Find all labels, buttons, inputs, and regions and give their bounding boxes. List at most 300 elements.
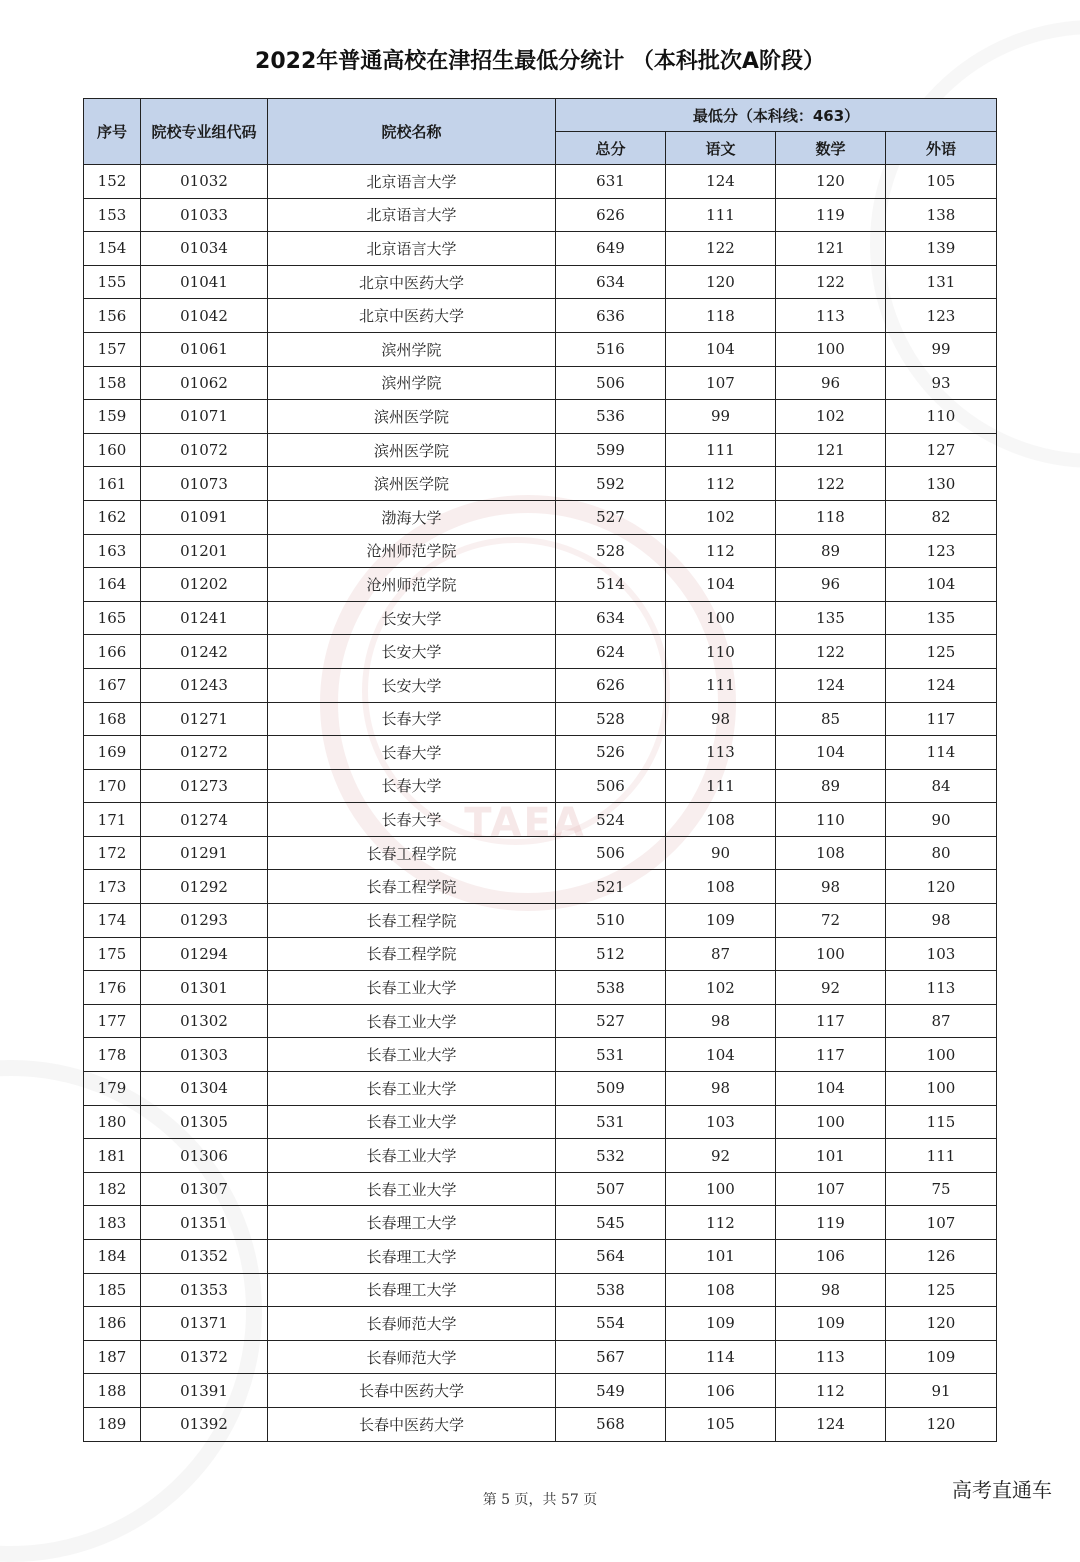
cell-chinese: 108 xyxy=(666,1273,776,1307)
cell-chinese: 98 xyxy=(666,1072,776,1106)
cell-seq: 187 xyxy=(84,1340,141,1374)
cell-chinese: 101 xyxy=(666,1240,776,1274)
cell-chinese: 98 xyxy=(666,1004,776,1038)
cell-foreign: 104 xyxy=(886,568,997,602)
cell-code: 01062 xyxy=(141,366,268,400)
cell-math: 98 xyxy=(776,870,886,904)
cell-code: 01352 xyxy=(141,1240,268,1274)
cell-total: 506 xyxy=(556,769,666,803)
cell-total: 564 xyxy=(556,1240,666,1274)
cell-foreign: 139 xyxy=(886,232,997,266)
cell-foreign: 100 xyxy=(886,1072,997,1106)
cell-code: 01304 xyxy=(141,1072,268,1106)
cell-seq: 159 xyxy=(84,400,141,434)
cell-code: 01306 xyxy=(141,1139,268,1173)
cell-total: 592 xyxy=(556,467,666,501)
cell-foreign: 87 xyxy=(886,1004,997,1038)
cell-name: 长春大学 xyxy=(268,803,556,837)
cell-foreign: 109 xyxy=(886,1340,997,1374)
cell-seq: 155 xyxy=(84,265,141,299)
table-row xyxy=(84,165,997,199)
cell-name: 长安大学 xyxy=(268,668,556,702)
table-row xyxy=(84,534,997,568)
cell-chinese: 87 xyxy=(666,937,776,971)
table-row xyxy=(84,299,997,333)
cell-name: 长春工业大学 xyxy=(268,1004,556,1038)
cell-math: 122 xyxy=(776,467,886,501)
cell-code: 01033 xyxy=(141,198,268,232)
cell-name: 长春工业大学 xyxy=(268,971,556,1005)
cell-name: 长春大学 xyxy=(268,769,556,803)
cell-seq: 166 xyxy=(84,635,141,669)
cell-math: 122 xyxy=(776,635,886,669)
cell-chinese: 100 xyxy=(666,1172,776,1206)
cell-name: 沧州师范学院 xyxy=(268,568,556,602)
cell-name: 北京语言大学 xyxy=(268,165,556,199)
cell-math: 100 xyxy=(776,332,886,366)
cell-seq: 154 xyxy=(84,232,141,266)
table-row xyxy=(84,433,997,467)
cell-code: 01241 xyxy=(141,601,268,635)
cell-code: 01392 xyxy=(141,1407,268,1441)
cell-seq: 167 xyxy=(84,668,141,702)
cell-chinese: 109 xyxy=(666,1307,776,1341)
cell-math: 121 xyxy=(776,433,886,467)
cell-code: 01201 xyxy=(141,534,268,568)
table-row xyxy=(84,601,997,635)
cell-seq: 183 xyxy=(84,1206,141,1240)
cell-total: 624 xyxy=(556,635,666,669)
cell-chinese: 104 xyxy=(666,332,776,366)
cell-math: 101 xyxy=(776,1139,886,1173)
header-code: 院校专业组代码 xyxy=(141,99,268,165)
cell-code: 01042 xyxy=(141,299,268,333)
cell-math: 106 xyxy=(776,1240,886,1274)
cell-code: 01371 xyxy=(141,1307,268,1341)
cell-name: 长春中医药大学 xyxy=(268,1407,556,1441)
cell-chinese: 103 xyxy=(666,1105,776,1139)
cell-name: 长安大学 xyxy=(268,601,556,635)
cell-math: 135 xyxy=(776,601,886,635)
cell-chinese: 99 xyxy=(666,400,776,434)
cell-code: 01303 xyxy=(141,1038,268,1072)
cell-chinese: 120 xyxy=(666,265,776,299)
cell-code: 01294 xyxy=(141,937,268,971)
cell-math: 100 xyxy=(776,937,886,971)
cell-math: 96 xyxy=(776,568,886,602)
cell-code: 01302 xyxy=(141,1004,268,1038)
cell-total: 636 xyxy=(556,299,666,333)
header-total: 总分 xyxy=(556,132,666,165)
cell-total: 528 xyxy=(556,702,666,736)
table-row xyxy=(84,265,997,299)
cell-math: 109 xyxy=(776,1307,886,1341)
cell-foreign: 80 xyxy=(886,836,997,870)
table-row xyxy=(84,1172,997,1206)
table-row xyxy=(84,1105,997,1139)
cell-code: 01351 xyxy=(141,1206,268,1240)
cell-foreign: 114 xyxy=(886,736,997,770)
cell-seq: 171 xyxy=(84,803,141,837)
cell-math: 89 xyxy=(776,769,886,803)
cell-seq: 174 xyxy=(84,904,141,938)
cell-seq: 172 xyxy=(84,836,141,870)
cell-total: 524 xyxy=(556,803,666,837)
cell-chinese: 102 xyxy=(666,971,776,1005)
cell-total: 506 xyxy=(556,836,666,870)
cell-code: 01301 xyxy=(141,971,268,1005)
cell-foreign: 123 xyxy=(886,299,997,333)
cell-code: 01071 xyxy=(141,400,268,434)
cell-chinese: 111 xyxy=(666,668,776,702)
cell-code: 01274 xyxy=(141,803,268,837)
cell-total: 527 xyxy=(556,1004,666,1038)
cell-code: 01073 xyxy=(141,467,268,501)
table-row xyxy=(84,366,997,400)
cell-math: 104 xyxy=(776,736,886,770)
cell-seq: 185 xyxy=(84,1273,141,1307)
table-row xyxy=(84,668,997,702)
cell-foreign: 100 xyxy=(886,1038,997,1072)
cell-chinese: 90 xyxy=(666,836,776,870)
cell-code: 01391 xyxy=(141,1374,268,1408)
cell-foreign: 125 xyxy=(886,1273,997,1307)
cell-total: 634 xyxy=(556,601,666,635)
cell-code: 01372 xyxy=(141,1340,268,1374)
cell-chinese: 108 xyxy=(666,803,776,837)
table-row xyxy=(84,904,997,938)
cell-total: 626 xyxy=(556,668,666,702)
watermark-text: TAEA xyxy=(464,800,586,846)
cell-chinese: 112 xyxy=(666,1206,776,1240)
table-row xyxy=(84,1240,997,1274)
cell-foreign: 130 xyxy=(886,467,997,501)
cell-total: 510 xyxy=(556,904,666,938)
cell-name: 沧州师范学院 xyxy=(268,534,556,568)
cell-foreign: 117 xyxy=(886,702,997,736)
cell-math: 119 xyxy=(776,198,886,232)
cell-chinese: 113 xyxy=(666,736,776,770)
cell-name: 长春工业大学 xyxy=(268,1105,556,1139)
cell-math: 107 xyxy=(776,1172,886,1206)
cell-chinese: 102 xyxy=(666,500,776,534)
cell-math: 122 xyxy=(776,265,886,299)
cell-foreign: 107 xyxy=(886,1206,997,1240)
cell-chinese: 112 xyxy=(666,467,776,501)
cell-seq: 188 xyxy=(84,1374,141,1408)
cell-foreign: 82 xyxy=(886,500,997,534)
cell-name: 长春师范大学 xyxy=(268,1340,556,1374)
cell-name: 长春工业大学 xyxy=(268,1172,556,1206)
cell-total: 528 xyxy=(556,534,666,568)
header-seq: 序号 xyxy=(84,99,141,165)
cell-chinese: 92 xyxy=(666,1139,776,1173)
cell-seq: 170 xyxy=(84,769,141,803)
cell-name: 长春师范大学 xyxy=(268,1307,556,1341)
cell-chinese: 108 xyxy=(666,870,776,904)
header-foreign: 外语 xyxy=(886,132,997,165)
table-row xyxy=(84,1004,997,1038)
cell-total: 649 xyxy=(556,232,666,266)
cell-name: 长春工业大学 xyxy=(268,1072,556,1106)
cell-seq: 177 xyxy=(84,1004,141,1038)
cell-name: 北京中医药大学 xyxy=(268,265,556,299)
cell-math: 113 xyxy=(776,299,886,333)
cell-name: 渤海大学 xyxy=(268,500,556,534)
cell-foreign: 99 xyxy=(886,332,997,366)
cell-total: 545 xyxy=(556,1206,666,1240)
cell-seq: 178 xyxy=(84,1038,141,1072)
cell-name: 北京语言大学 xyxy=(268,198,556,232)
cell-chinese: 114 xyxy=(666,1340,776,1374)
cell-foreign: 120 xyxy=(886,1407,997,1441)
cell-code: 01242 xyxy=(141,635,268,669)
table-row xyxy=(84,332,997,366)
cell-code: 01293 xyxy=(141,904,268,938)
cell-name: 滨州学院 xyxy=(268,332,556,366)
cell-name: 长春理工大学 xyxy=(268,1240,556,1274)
score-table xyxy=(83,98,997,1442)
table-row xyxy=(84,1206,997,1240)
table-row xyxy=(84,1072,997,1106)
cell-chinese: 104 xyxy=(666,1038,776,1072)
cell-code: 01273 xyxy=(141,769,268,803)
cell-chinese: 122 xyxy=(666,232,776,266)
table-row xyxy=(84,870,997,904)
cell-seq: 189 xyxy=(84,1407,141,1441)
cell-foreign: 90 xyxy=(886,803,997,837)
cell-name: 北京语言大学 xyxy=(268,232,556,266)
cell-code: 01072 xyxy=(141,433,268,467)
table-row xyxy=(84,635,997,669)
cell-total: 526 xyxy=(556,736,666,770)
cell-foreign: 91 xyxy=(886,1374,997,1408)
cell-foreign: 110 xyxy=(886,400,997,434)
cell-name: 滨州学院 xyxy=(268,366,556,400)
cell-foreign: 127 xyxy=(886,433,997,467)
table-row xyxy=(84,232,997,266)
cell-chinese: 105 xyxy=(666,1407,776,1441)
cell-math: 119 xyxy=(776,1206,886,1240)
cell-seq: 186 xyxy=(84,1307,141,1341)
cell-name: 长春工程学院 xyxy=(268,836,556,870)
cell-seq: 158 xyxy=(84,366,141,400)
cell-math: 113 xyxy=(776,1340,886,1374)
cell-foreign: 131 xyxy=(886,265,997,299)
cell-name: 长春中医药大学 xyxy=(268,1374,556,1408)
cell-name: 滨州医学院 xyxy=(268,433,556,467)
cell-total: 568 xyxy=(556,1407,666,1441)
cell-chinese: 124 xyxy=(666,165,776,199)
cell-code: 01307 xyxy=(141,1172,268,1206)
cell-name: 滨州医学院 xyxy=(268,467,556,501)
cell-math: 104 xyxy=(776,1072,886,1106)
header-name: 院校名称 xyxy=(268,99,556,165)
table-row xyxy=(84,1273,997,1307)
cell-chinese: 107 xyxy=(666,366,776,400)
cell-math: 117 xyxy=(776,1004,886,1038)
cell-total: 626 xyxy=(556,198,666,232)
cell-math: 120 xyxy=(776,165,886,199)
cell-chinese: 111 xyxy=(666,198,776,232)
cell-seq: 184 xyxy=(84,1240,141,1274)
cell-total: 554 xyxy=(556,1307,666,1341)
cell-chinese: 106 xyxy=(666,1374,776,1408)
cell-math: 96 xyxy=(776,366,886,400)
cell-math: 117 xyxy=(776,1038,886,1072)
cell-seq: 156 xyxy=(84,299,141,333)
cell-total: 514 xyxy=(556,568,666,602)
table-row xyxy=(84,937,997,971)
cell-seq: 164 xyxy=(84,568,141,602)
cell-foreign: 75 xyxy=(886,1172,997,1206)
table-row xyxy=(84,1340,997,1374)
table-row xyxy=(84,1139,997,1173)
cell-chinese: 118 xyxy=(666,299,776,333)
cell-name: 长春大学 xyxy=(268,702,556,736)
cell-code: 01243 xyxy=(141,668,268,702)
header-min-score: 最低分（本科线：463） xyxy=(556,99,997,132)
cell-foreign: 126 xyxy=(886,1240,997,1274)
cell-seq: 180 xyxy=(84,1105,141,1139)
cell-total: 599 xyxy=(556,433,666,467)
cell-seq: 176 xyxy=(84,971,141,1005)
cell-seq: 160 xyxy=(84,433,141,467)
cell-chinese: 104 xyxy=(666,568,776,602)
cell-foreign: 111 xyxy=(886,1139,997,1173)
cell-seq: 179 xyxy=(84,1072,141,1106)
cell-total: 531 xyxy=(556,1038,666,1072)
table-row xyxy=(84,198,997,232)
cell-chinese: 98 xyxy=(666,702,776,736)
cell-name: 长春工程学院 xyxy=(268,904,556,938)
cell-foreign: 103 xyxy=(886,937,997,971)
cell-seq: 162 xyxy=(84,500,141,534)
cell-code: 01091 xyxy=(141,500,268,534)
cell-foreign: 120 xyxy=(886,1307,997,1341)
brand-label: 高考直通车 xyxy=(952,1478,1052,1502)
cell-chinese: 110 xyxy=(666,635,776,669)
table-row xyxy=(84,1307,997,1341)
table-row xyxy=(84,971,997,1005)
cell-seq: 157 xyxy=(84,332,141,366)
cell-chinese: 112 xyxy=(666,534,776,568)
cell-foreign: 120 xyxy=(886,870,997,904)
cell-math: 89 xyxy=(776,534,886,568)
cell-foreign: 84 xyxy=(886,769,997,803)
cell-total: 531 xyxy=(556,1105,666,1139)
table-row xyxy=(84,769,997,803)
cell-seq: 152 xyxy=(84,165,141,199)
cell-name: 长安大学 xyxy=(268,635,556,669)
cell-total: 516 xyxy=(556,332,666,366)
table-row xyxy=(84,702,997,736)
table-row xyxy=(84,1038,997,1072)
table-row xyxy=(84,500,997,534)
cell-foreign: 98 xyxy=(886,904,997,938)
cell-math: 124 xyxy=(776,668,886,702)
cell-foreign: 138 xyxy=(886,198,997,232)
cell-total: 521 xyxy=(556,870,666,904)
cell-math: 124 xyxy=(776,1407,886,1441)
cell-math: 85 xyxy=(776,702,886,736)
cell-total: 506 xyxy=(556,366,666,400)
cell-math: 102 xyxy=(776,400,886,434)
cell-total: 538 xyxy=(556,971,666,1005)
cell-math: 72 xyxy=(776,904,886,938)
cell-foreign: 93 xyxy=(886,366,997,400)
cell-total: 631 xyxy=(556,165,666,199)
cell-chinese: 111 xyxy=(666,769,776,803)
cell-chinese: 109 xyxy=(666,904,776,938)
table-row xyxy=(84,1407,997,1441)
cell-total: 527 xyxy=(556,500,666,534)
cell-code: 01305 xyxy=(141,1105,268,1139)
cell-total: 532 xyxy=(556,1139,666,1173)
cell-seq: 175 xyxy=(84,937,141,971)
cell-seq: 169 xyxy=(84,736,141,770)
cell-foreign: 115 xyxy=(886,1105,997,1139)
cell-math: 118 xyxy=(776,500,886,534)
cell-code: 01032 xyxy=(141,165,268,199)
cell-seq: 161 xyxy=(84,467,141,501)
table-row xyxy=(84,467,997,501)
cell-code: 01353 xyxy=(141,1273,268,1307)
cell-math: 121 xyxy=(776,232,886,266)
cell-name: 长春工程学院 xyxy=(268,937,556,971)
page-footer: 第 5 页，共 57 页 xyxy=(482,1492,598,1508)
cell-seq: 165 xyxy=(84,601,141,635)
cell-seq: 153 xyxy=(84,198,141,232)
cell-code: 01034 xyxy=(141,232,268,266)
cell-math: 108 xyxy=(776,836,886,870)
cell-name: 长春工业大学 xyxy=(268,1038,556,1072)
cell-seq: 182 xyxy=(84,1172,141,1206)
cell-foreign: 105 xyxy=(886,165,997,199)
cell-total: 538 xyxy=(556,1273,666,1307)
header-math: 数学 xyxy=(776,132,886,165)
table-row xyxy=(84,400,997,434)
cell-total: 549 xyxy=(556,1374,666,1408)
cell-foreign: 124 xyxy=(886,668,997,702)
cell-name: 长春大学 xyxy=(268,736,556,770)
cell-name: 北京中医药大学 xyxy=(268,299,556,333)
cell-name: 长春理工大学 xyxy=(268,1206,556,1240)
cell-total: 567 xyxy=(556,1340,666,1374)
cell-code: 01041 xyxy=(141,265,268,299)
cell-code: 01061 xyxy=(141,332,268,366)
cell-math: 110 xyxy=(776,803,886,837)
cell-seq: 163 xyxy=(84,534,141,568)
cell-total: 634 xyxy=(556,265,666,299)
cell-chinese: 100 xyxy=(666,601,776,635)
cell-total: 507 xyxy=(556,1172,666,1206)
cell-name: 滨州医学院 xyxy=(268,400,556,434)
cell-name: 长春理工大学 xyxy=(268,1273,556,1307)
cell-code: 01292 xyxy=(141,870,268,904)
cell-seq: 181 xyxy=(84,1139,141,1173)
cell-seq: 173 xyxy=(84,870,141,904)
table-row xyxy=(84,568,997,602)
cell-code: 01291 xyxy=(141,836,268,870)
table-row xyxy=(84,1374,997,1408)
cell-chinese: 111 xyxy=(666,433,776,467)
cell-code: 01272 xyxy=(141,736,268,770)
cell-seq: 168 xyxy=(84,702,141,736)
cell-foreign: 135 xyxy=(886,601,997,635)
cell-total: 509 xyxy=(556,1072,666,1106)
cell-total: 536 xyxy=(556,400,666,434)
